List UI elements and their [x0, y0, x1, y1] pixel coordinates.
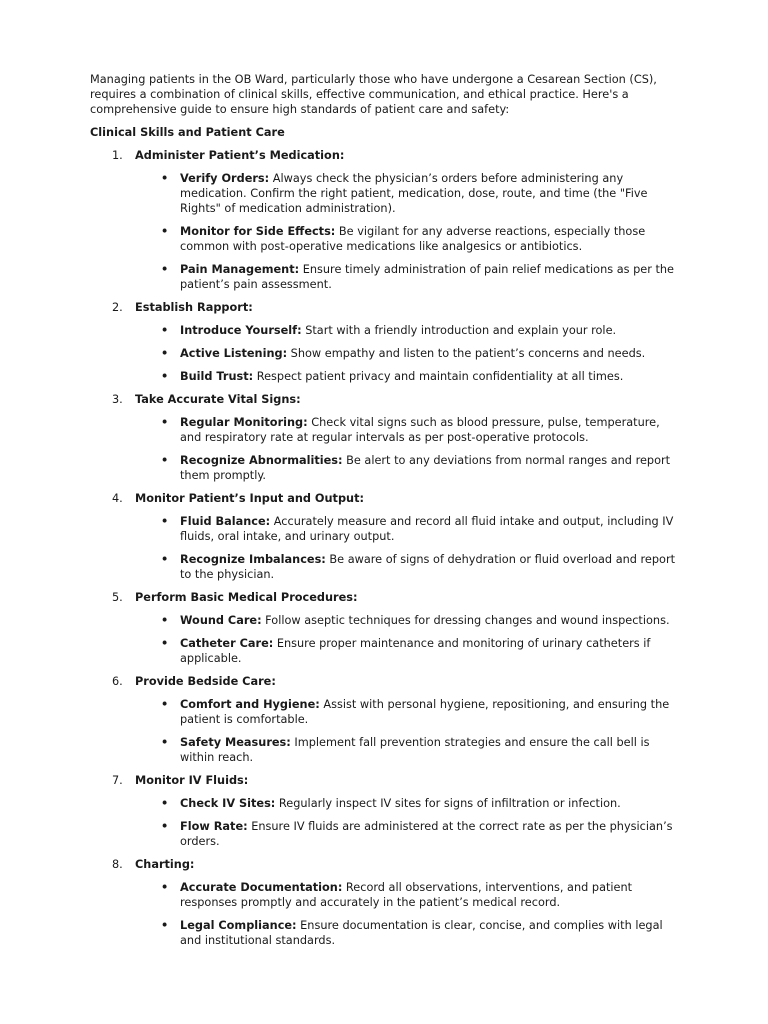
bullet-icon: • — [161, 553, 169, 566]
step-title: Administer Patient’s Medication: — [135, 149, 345, 162]
bullet-list — [135, 880, 682, 948]
bullet-text: Ensure IV fluids are administered at the correct rate as per the physician’s orders. — [180, 820, 673, 848]
bullet-item — [135, 262, 682, 292]
bullet-title: Flow Rate: — [180, 820, 248, 833]
step-number: 5. — [112, 591, 123, 604]
bullet-list — [135, 415, 682, 483]
bullet-text: Be aware of signs of dehydration or fluid overload and report to the physician. — [180, 553, 676, 581]
step-title: Perform Basic Medical Procedures: — [135, 591, 358, 604]
bullet-title: Recognize Abnormalities: — [180, 454, 343, 467]
step-item — [90, 773, 682, 849]
bullet-item — [135, 796, 682, 811]
bullet-title: Accurate Documentation: — [180, 881, 343, 894]
bullet-title: Build Trust: — [180, 370, 254, 383]
bullet-text: Ensure proper maintenance and monitoring of urinary catheters if applicable. — [180, 637, 651, 665]
bullet-list — [135, 613, 682, 666]
bullet-text: Respect patient privacy and maintain confidentiality at all times. — [253, 370, 624, 383]
bullet-title: Check IV Sites: — [180, 797, 276, 810]
step-item — [90, 857, 682, 948]
bullet-item — [135, 697, 682, 727]
bullet-title: Legal Compliance: — [180, 919, 297, 932]
bullet-item — [135, 171, 682, 216]
step-title: Monitor Patient’s Input and Output: — [135, 492, 364, 505]
bullet-icon: • — [161, 454, 169, 467]
bullet-text: Accurately measure and record all fluid intake and output, including IV fluids, oral intake, and urinary output. — [180, 515, 674, 543]
bullet-icon: • — [161, 797, 169, 810]
step-item — [90, 674, 682, 765]
bullet-icon: • — [161, 515, 169, 528]
bullet-text: Check vital signs such as blood pressure, pulse, temperature, and respiratory rate at regular intervals as per post-operative protocols. — [180, 416, 660, 444]
step-number: 7. — [112, 774, 123, 787]
bullet-item — [135, 880, 682, 910]
bullet-text: Be vigilant for any adverse reactions, especially those common with post-operative medications like analgesics or antibiotics. — [180, 225, 646, 253]
step-title: Provide Bedside Care: — [135, 675, 276, 688]
step-number: 8. — [112, 858, 123, 871]
bullet-icon: • — [161, 263, 169, 276]
step-title: Take Accurate Vital Signs: — [135, 393, 301, 406]
bullet-text: Follow aseptic techniques for dressing changes and wound inspections. — [261, 614, 670, 627]
bullet-item — [135, 323, 682, 338]
step-item — [90, 300, 682, 384]
step-title: Monitor IV Fluids: — [135, 774, 249, 787]
bullet-icon: • — [161, 225, 169, 238]
bullet-list — [135, 323, 682, 384]
bullet-title: Introduce Yourself: — [180, 324, 302, 337]
step-title: Charting: — [135, 858, 195, 871]
step-item — [90, 148, 682, 292]
bullet-icon: • — [161, 698, 169, 711]
section-heading: Clinical Skills and Patient Care — [90, 126, 285, 139]
bullet-icon: • — [161, 370, 169, 383]
bullet-item — [135, 552, 682, 582]
bullet-item — [135, 224, 682, 254]
bullet-item — [135, 918, 682, 948]
bullet-list — [135, 514, 682, 582]
bullet-title: Verify Orders: — [180, 172, 270, 185]
bullet-item — [135, 369, 682, 384]
bullet-text: Implement fall prevention strategies and ensure the call bell is within reach. — [180, 736, 650, 764]
bullet-item — [135, 819, 682, 849]
bullet-title: Monitor for Side Effects: — [180, 225, 336, 238]
bullet-item — [135, 613, 682, 628]
bullet-list — [135, 171, 682, 292]
bullet-icon: • — [161, 324, 169, 337]
bullet-title: Fluid Balance: — [180, 515, 271, 528]
bullet-icon: • — [161, 614, 169, 627]
bullet-text: Regularly inspect IV sites for signs of infiltration or infection. — [275, 797, 621, 810]
bullet-icon: • — [161, 736, 169, 749]
bullet-icon: • — [161, 637, 169, 650]
bullet-text: Start with a friendly introduction and explain your role. — [301, 324, 617, 337]
step-number: 4. — [112, 492, 123, 505]
step-item — [90, 392, 682, 483]
bullet-text: Show empathy and listen to the patient’s concerns and needs. — [287, 347, 646, 360]
bullet-text: Ensure timely administration of pain relief medications as per the patient’s pain assessment. — [180, 263, 674, 291]
step-number: 1. — [112, 149, 123, 162]
step-number: 2. — [112, 301, 123, 314]
bullet-text: Record all observations, interventions, and patient responses promptly and accurately in the patient’s medical record. — [180, 881, 633, 909]
bullet-icon: • — [161, 416, 169, 429]
bullet-title: Regular Monitoring: — [180, 416, 308, 429]
bullet-text: Assist with personal hygiene, repositioning, and ensuring the patient is comfortable. — [180, 698, 670, 726]
bullet-list — [135, 697, 682, 765]
document-page — [90, 72, 682, 956]
bullet-icon: • — [161, 347, 169, 360]
bullet-item — [135, 735, 682, 765]
bullet-icon: • — [161, 919, 169, 932]
intro-paragraph: Managing patients in the OB Ward, particularly those who have undergone a Cesarean Section (CS), requires a combination of clinical skills, effective communication, and ethical practice. Here's a comprehensive guide to ensure high standards of patient care and safety: — [90, 73, 657, 116]
bullet-title: Comfort and Hygiene: — [180, 698, 320, 711]
bullet-item — [135, 346, 682, 361]
bullet-title: Recognize Imbalances: — [180, 553, 326, 566]
bullet-title: Safety Measures: — [180, 736, 291, 749]
bullet-list — [135, 796, 682, 849]
step-title: Establish Rapport: — [135, 301, 253, 314]
bullet-text: Be alert to any deviations from normal ranges and report them promptly. — [180, 454, 671, 482]
bullet-title: Wound Care: — [180, 614, 262, 627]
bullet-title: Catheter Care: — [180, 637, 274, 650]
steps-list — [90, 148, 682, 948]
step-item — [90, 491, 682, 582]
bullet-title: Active Listening: — [180, 347, 288, 360]
step-number: 3. — [112, 393, 123, 406]
bullet-item — [135, 636, 682, 666]
bullet-item — [135, 415, 682, 445]
step-item — [90, 590, 682, 666]
bullet-item — [135, 453, 682, 483]
bullet-icon: • — [161, 881, 169, 894]
bullet-icon: • — [161, 172, 169, 185]
bullet-icon: • — [161, 820, 169, 833]
bullet-text: Ensure documentation is clear, concise, and complies with legal and institutional standards. — [180, 919, 663, 947]
bullet-item — [135, 514, 682, 544]
bullet-text: Always check the physician’s orders before administering any medication. Confirm the right patient, medication, dose, route, and time (the "Five Rights" of medication administration). — [180, 172, 648, 215]
step-number: 6. — [112, 675, 123, 688]
bullet-title: Pain Management: — [180, 263, 300, 276]
